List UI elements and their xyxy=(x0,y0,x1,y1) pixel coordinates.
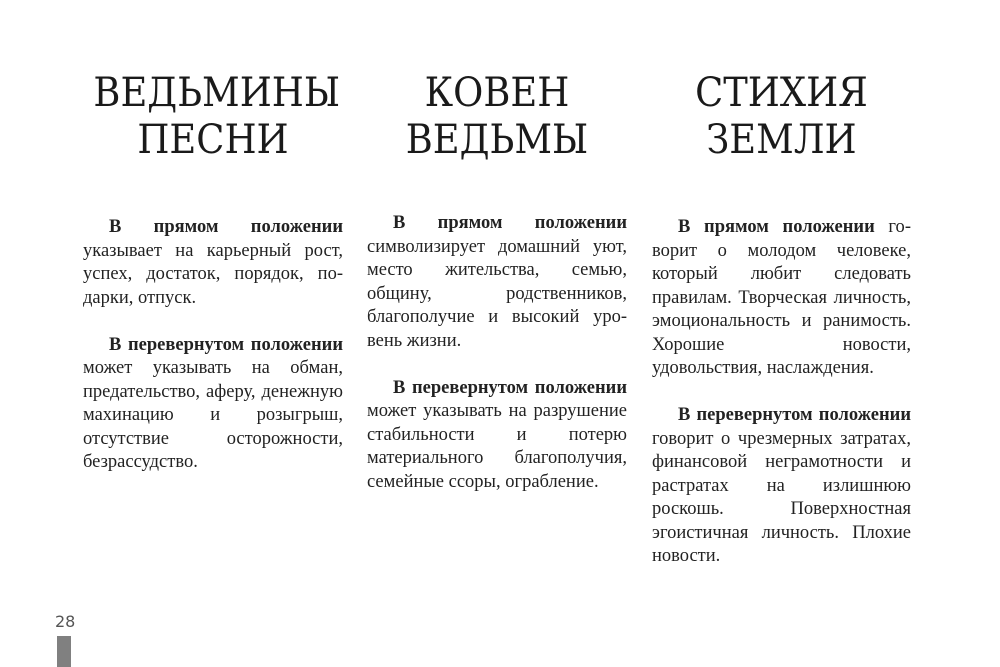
card-title xyxy=(662,70,900,164)
reversed-text: может указывать на разрушение стабильности и потерю материального благополучия, семейные ссоры, ограбление. xyxy=(367,401,627,492)
title-line: ВЕДЬМИНЫ xyxy=(93,70,341,116)
upright-text: символизирует домашний уют, место жительства, семью, общину, родственников, благополучие и высокий уровень жизни. xyxy=(367,236,627,351)
upright-paragraph xyxy=(83,216,343,310)
upright-label: В прямом положении xyxy=(393,213,627,233)
reversed-text: говорит о чрезмерных затратах, финансовой неграмотности и растратах на излишнюю роскошь. Поверхностная эгоистичная личность. Плохие новости. xyxy=(652,428,911,566)
column-witch-songs xyxy=(83,70,343,472)
reversed-label: В перевернутом положении xyxy=(678,405,911,425)
upright-paragraph xyxy=(367,212,627,353)
card-description xyxy=(652,216,911,569)
column-earth-element xyxy=(652,70,911,566)
upright-label: В прямом положении xyxy=(678,217,875,237)
reversed-paragraph xyxy=(367,377,627,495)
upright-label: В прямом положении xyxy=(109,217,343,237)
column-witch-coven xyxy=(367,70,627,492)
upright-text: указывает на карьерный рост, успех, достаток, порядок, подарки, отпуск. xyxy=(83,240,343,308)
reversed-paragraph xyxy=(652,404,911,569)
title-line: ЗЕМЛИ xyxy=(706,117,857,163)
card-description xyxy=(83,216,343,475)
card-title xyxy=(93,70,341,164)
reversed-label: В перевернутом положении xyxy=(393,377,627,398)
page-edge-marker xyxy=(57,636,71,667)
upright-text: говорит о молодом человеке, который любит следовать правилам. Творческая личность, эмоциональность и ранимость. Хорошие новости, удовольствия, наслаждения. xyxy=(652,217,911,378)
reversed-label: В перевернутом положении xyxy=(109,334,343,355)
card-description xyxy=(367,212,627,494)
title-line: ВЕДЬМЫ xyxy=(405,117,589,163)
upright-paragraph xyxy=(652,216,911,381)
title-line: СТИХИЯ xyxy=(695,70,868,116)
title-line: КОВЕН xyxy=(424,70,570,116)
title-line: ПЕСНИ xyxy=(137,117,289,163)
reversed-text: может указывать на обман, предательство, аферу, денежную махинацию и розыгрыш, отсутствие осторожности, безрассудство. xyxy=(83,358,343,472)
card-title xyxy=(377,70,616,164)
page-number: 28 xyxy=(55,612,76,631)
reversed-paragraph xyxy=(83,334,343,475)
